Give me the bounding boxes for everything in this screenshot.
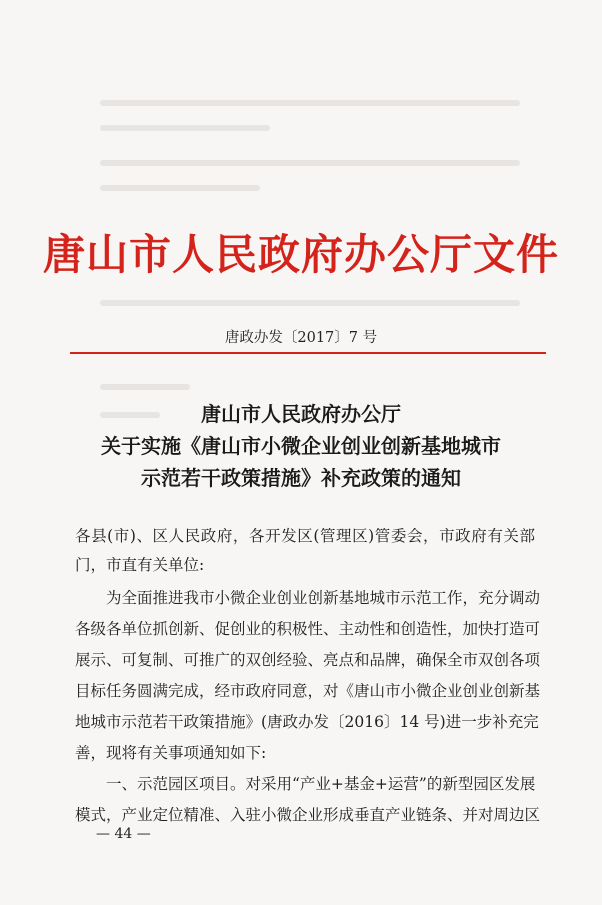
body-line: 各级各单位抓创新、促创业的积极性、主动性和创造性，加快打造可 — [75, 620, 541, 638]
document-header-title: 唐山市人民政府办公厅文件 — [42, 230, 559, 279]
body-line: 为全面推进我市小微企业创业创新基地城市示范工作，充分调动 — [75, 589, 541, 607]
page-number: — 44 — — [96, 826, 151, 842]
notice-title-line-1: 唐山市人民政府办公厅 — [201, 402, 401, 426]
body-line: 地城市示范若干政策措施》(唐政办发〔2016〕14 号)进一步补充完 — [75, 713, 539, 731]
bleed-through-mark — [100, 185, 260, 191]
bleed-through-mark — [100, 384, 190, 390]
body-line: 善，现将有关事项通知如下: — [75, 744, 267, 762]
body-line: 各县(市)、区人民政府，各开发区(管理区)管委会，市政府有关部 — [75, 527, 535, 545]
document-number: 唐政办发〔2017〕7 号 — [224, 330, 378, 346]
bleed-through-mark — [100, 300, 520, 306]
body-line: 门，市直有关单位: — [75, 556, 205, 574]
body-line: 模式，产业定位精准、入驻小微企业形成垂直产业链条、并对周边区 — [75, 806, 541, 824]
notice-title-line-3: 示范若干政策措施》补充政策的通知 — [141, 466, 461, 490]
bleed-through-mark — [100, 125, 270, 131]
body-line: 展示、可复制、可推广的双创经验、亮点和品牌，确保全市双创各项 — [75, 651, 541, 669]
body-line: 目标任务圆满完成，经市政府同意，对《唐山市小微企业创业创新基 — [75, 682, 541, 700]
notice-title-line-2: 关于实施《唐山市小微企业创业创新基地城市 — [101, 434, 501, 458]
red-divider-line — [70, 352, 546, 354]
body-line: 一、示范园区项目。对采用“产业+基金+运营”的新型园区发展 — [75, 775, 536, 793]
bleed-through-mark — [100, 160, 520, 166]
bleed-through-mark — [100, 100, 520, 106]
